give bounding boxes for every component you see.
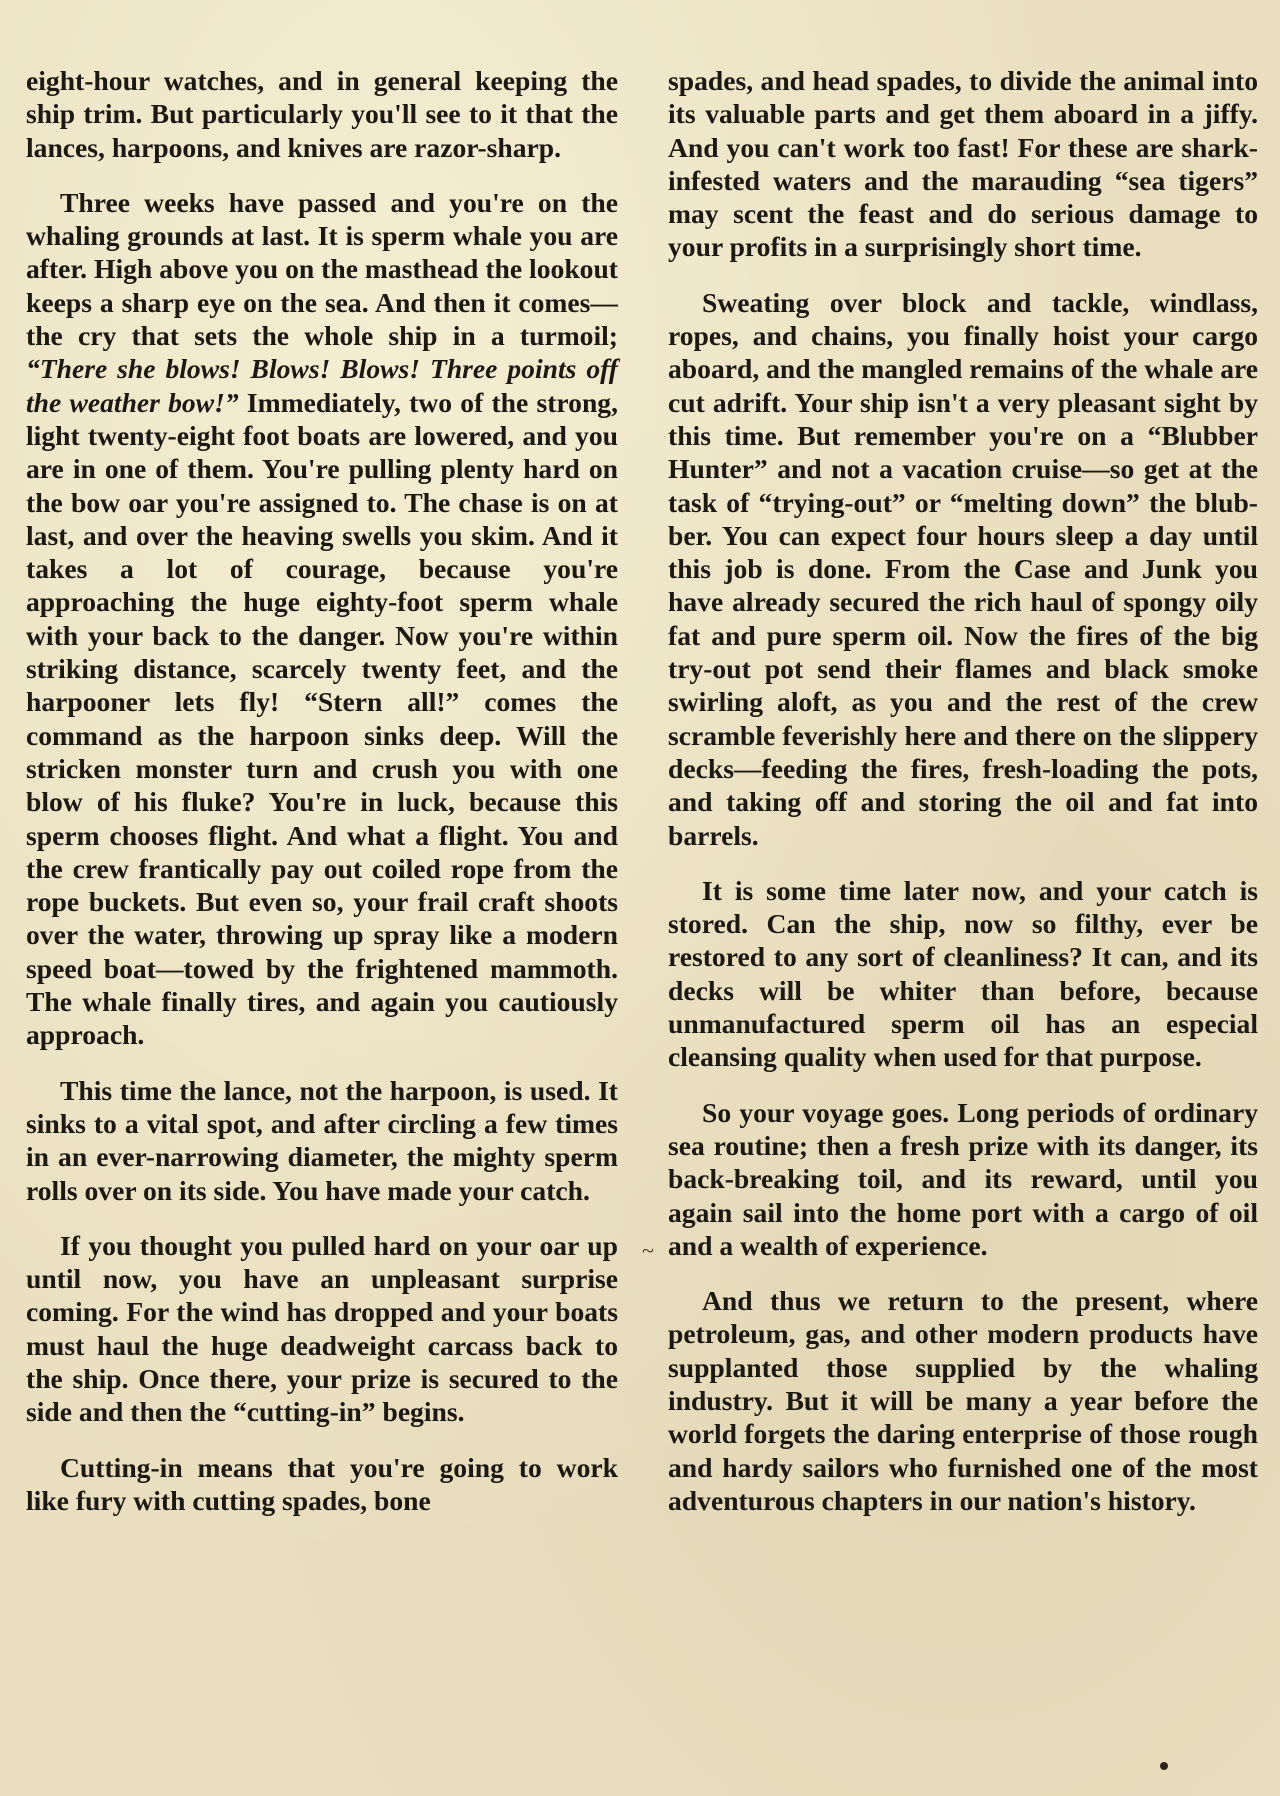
paragraph: This time the lance, not the harpoon, is used. It sinks to a vital spot, and after circling a few times in an ever-narrowing diameter, the mighty sperm rolls over on its side. You have made your catch. (26, 1074, 618, 1206)
lookout-cry: “There she blows! Blows! Blows! Three points off the weather bow!” (26, 353, 618, 418)
paragraph: So your voyage goes. Long periods of ordinary sea routine; then a fresh prize with its danger, its back-breaking toil, and its reward, until you again sail into the home port with a cargo of oil and a wealth of experience. (668, 1096, 1258, 1261)
paragraph-text: Three weeks have passed and you're on the whaling grounds at last. It is sperm whale you are after. High above you on the masthead the lookout keeps a sharp eye on the sea. And then it comes—the cry that sets the whole ship in a turmoil; (26, 186, 618, 352)
print-mark: ~ (642, 1238, 654, 1263)
paragraph: Sweating over block and tackle, windlass, ropes, and chains, you finally hoist your cargo aboard, and the mangled remains of the whale are cut adrift. Your ship isn't a very pleasant sight by this time. But remember you're on a “Blubber Hunter” and not a vacation cruise—so get at the task of “trying-out” or “melting down” the blubber. You can expect four hours sleep a day until this job is done. From the Case and Junk you have already secured the rich haul of spongy oily fat and pure sperm oil. Now the fires of the big try-out pot send their flames and black smoke swirling aloft, as you and the rest of the crew scramble feverishly here and there on the slippery decks—feeding the fires, fresh-loading the pots, and taking off and storing the oil and fat into barrels. (668, 286, 1258, 851)
paragraph: It is some time later now, and your catch is stored. Can the ship, now so filthy, ever be restored to any sort of cleanliness? It can, and its decks will be whiter than before, because unmanufactured sperm oil has an especial cleansing quality when used for that purpose. (668, 874, 1258, 1073)
right-column (668, 64, 1258, 1539)
paragraph-text: Immediately, two of the strong, light twenty-eight foot boats are lowered, and you are in one of them. You're pulling plenty hard on the bow oar you're assigned to. The chase is on at last, and over the heaving swells you skim. And it takes a lot of courage, because you're approaching the huge eighty-foot sperm whale with your back to the danger. Now you're within striking distance, scarcely twenty feet, and the harpooner lets fly! “Stern all!” comes the command as the harpoon sinks deep. Will the stricken monster turn and crush you with one blow of his fluke? You're in luck, because this sperm chooses flight. And what a flight. You and the crew frantically pay out coiled rope from the rope buckets. But even so, your frail craft shoots over the water, throwing up spray like a modern speed boat—towed by the frightened mammoth. The whale finally tires, and again you cautiously approach. (26, 386, 619, 1051)
left-column (26, 64, 618, 1539)
paragraph: If you thought you pulled hard on your oar up until now, you have an unpleasant surprise coming. For the wind has dropped and your boats must haul the huge deadweight carcass back to the ship. Once there, your prize is secured to the side and then the “cutting-in” begins. (26, 1229, 618, 1428)
paragraph (26, 186, 618, 1052)
paragraph: spades, and head spades, to divide the animal into its valuable parts and get them aboard in a jiffy. And you can't work too fast! For these are shark-infested waters and the marauding “sea tigers” may scent the feast and do serious damage to your profits in a surprisingly short time. (668, 65, 1258, 263)
paragraph: Cutting-in means that you're going to work like fury with cutting spades, bone (26, 1451, 618, 1516)
paragraph: And thus we return to the present, where petroleum, gas, and other modern products have supplanted those supplied by the whaling industry. But it will be many a year before the world forgets the daring enterprise of those rough and hardy sailors who furnished one of the most adventurous chapters in our nation's history. (668, 1285, 1258, 1516)
ink-dot (1160, 1762, 1168, 1770)
paragraph: eight-hour watches, and in general keeping the ship trim. But particularly you'll see to it that the lances, harpoons, and knives are razor-sharp. (26, 65, 618, 163)
